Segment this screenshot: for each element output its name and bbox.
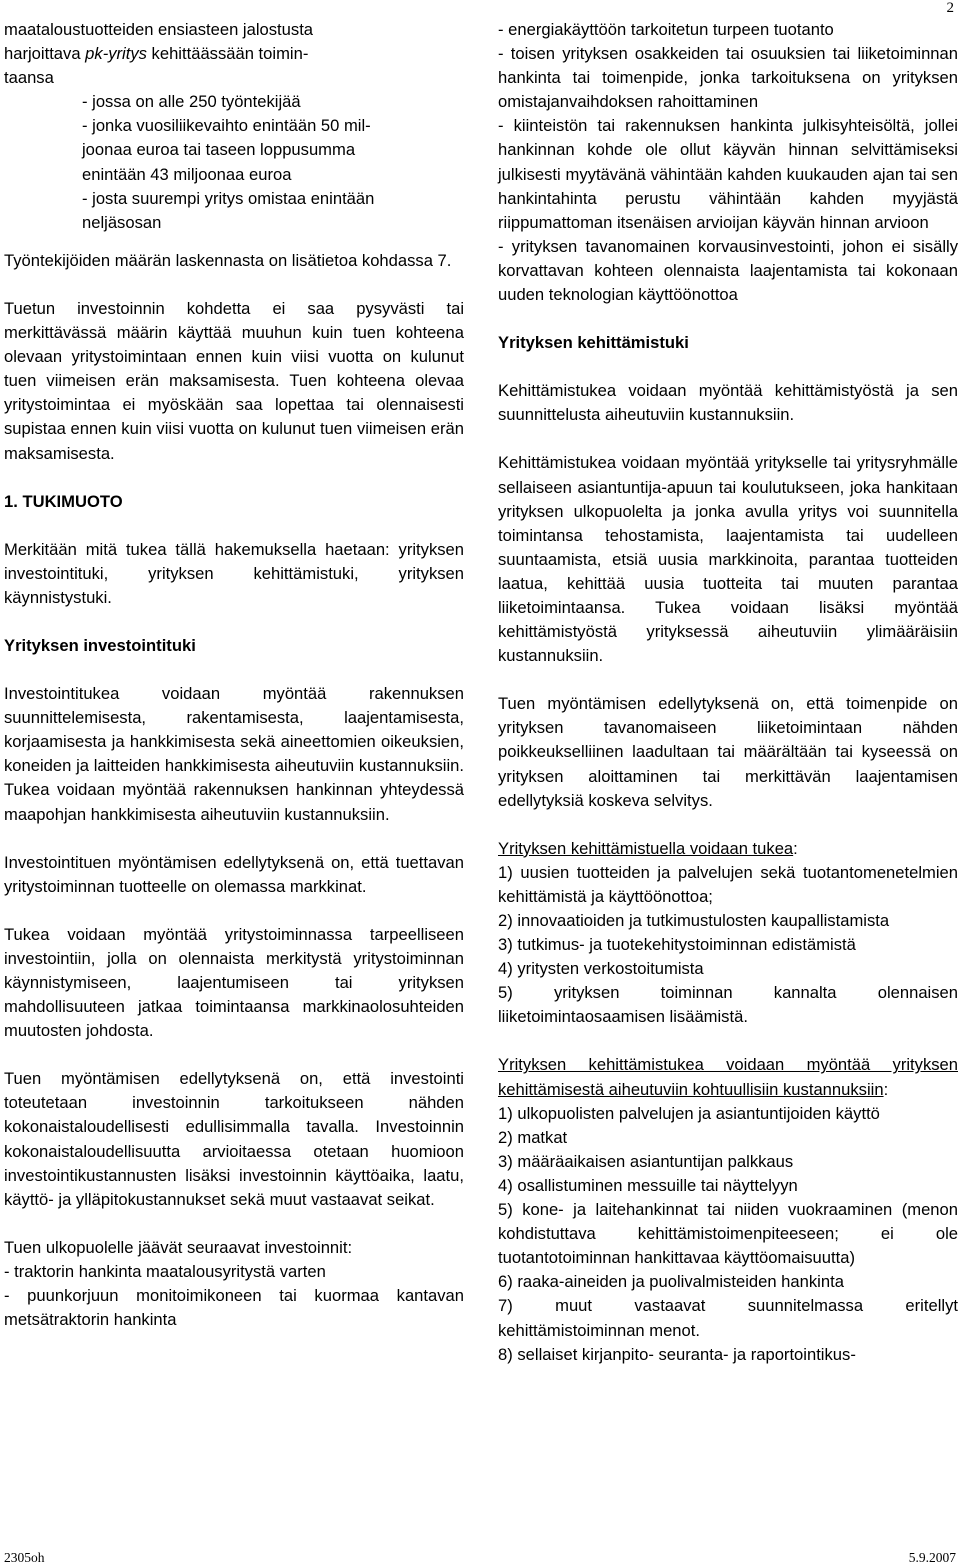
exclusion-item: - toisen yrityksen osakkeiden tai osuuksien tai liiketoiminnan hankinta tai toimenpide, jonka tarkoituksena on yrityksen omistajanvaihdoksen rahoittaminen [498, 44, 958, 112]
criteria-line: enintään 43 miljoonaa euroa [82, 164, 292, 184]
left-column [4, 18, 464, 1332]
intro-line: maataloustuotteiden ensiasteen jalostusta [4, 20, 314, 39]
criteria-list [4, 90, 464, 235]
criteria-line: joonaa euroa tai taseen loppusumma [82, 140, 356, 160]
exclusion-item: - traktorin hankinta maatalousyritystä varten [4, 1261, 326, 1281]
list2-heading [498, 1053, 958, 1101]
exclusion-item: - puunkorjuun monitoimikoneen tai kuormaa kantavan metsätraktorin hankinta [4, 1286, 464, 1330]
heading-kehittamistuki: Yrityksen kehittämistuki [498, 333, 689, 353]
intro-line: taansa [4, 68, 54, 88]
list1-item: 5) yrityksen toiminnan kannalta olennaisen liiketoimintaosaamisen lisäämistä. [498, 983, 958, 1027]
paragraph-kehittaminen-2: Kehittämistukea voidaan myöntää yritykselle tai yritysryhmälle sellaiseen asiantuntija-apuun tai koulutukseen, joka hankitaan yrityksen ulkopuolelta ja jonka avulla yritys voi suunnitella toimintansa tehostamista, laajentamista tai uudelleen suuntaamista, etsiä uusia markkinoita, parantaa tuotteiden laatua, kehittää uusia tuotteita tai muuten parantaa liiketoimintaansa. Tukea voidaan lisäksi myöntää kehittämistyöstä yrityksessä aiheutuviin ylimääräisiin kustannuksiin. [498, 453, 958, 666]
criteria-line: neljäsosan [82, 212, 162, 232]
footer-date: 5.9.2007 [908, 1550, 956, 1565]
right-column [498, 18, 958, 1367]
list1-heading [498, 837, 958, 861]
exclusion-item: - kiinteistön tai rakennuksen hankinta julkisyhteisöltä, jollei hankinnan kohde ole ollut käyvän hinnan selvittämiseksi julkisesti myytävänä vähintään kahden kuukauden ajan tai sen hankintahinta perustu vähintään kahden myyjästä riippumattoman itsenäisen arvioijan käyvän hinnan arvioon [498, 116, 958, 232]
list2-item: 8) sellaiset kirjanpito- seuranta- ja raportointikus- [498, 1344, 856, 1364]
intro-line-2: harjoittava pk-yritys kehittäässään toimin- [4, 44, 309, 64]
list2-colon: : [883, 1079, 889, 1099]
list1-title: Yrityksen kehittämistuella voidaan tukea [498, 838, 794, 858]
list2-item: 4) osallistuminen messuille tai näyttelyyn [498, 1175, 798, 1195]
paragraph-kehittaminen-1: Kehittämistukea voidaan myöntää kehittämistyöstä ja sen suunnittelusta aiheutuviin kustannuksiin. [498, 381, 958, 425]
paragraph-investointi-1: Investointitukea voidaan myöntää rakennuksen suunnittelemisesta, rakentamisesta, laajentamisesta, korjaamisesta ja hankkimisesta sekä aineettomien oikeuksien, koneiden ja laitteiden hankkimisesta aiheutuviin kustannuksiin. Tukea voidaan myöntää rakennuksen hankinnan yhteydessä maapohjan hankkimisesta aiheutuviin kustannuksiin. [4, 684, 464, 824]
list2-title: Yrityksen kehittämistukea voidaan myöntää yrityksen kehittämisestä aiheutuviin kohtuullisiin kustannuksiin [498, 1055, 958, 1099]
paragraph-investointi-3: Tukea voidaan myöntää yritystoiminnassa tarpeelliseen investointiin, jolla on olennaista merkitystä yritystoiminnan käynnistymiseen, laajentumiseen tai yrityksen mahdollisuuteen jatkaa toimintaansa markkinaolosuhteiden muutosten johdosta. [4, 924, 464, 1041]
exclusion-item: - yrityksen tavanomainen korvausinvestointi, johon ei sisälly korvattavan kohteen olennaista laajentamista tai kokonaan uuden teknologian käyttöönottoa [498, 236, 958, 305]
list1-colon: : [793, 838, 798, 858]
criteria-line: - jonka vuosiliikevaihto enintään 50 mil- [82, 116, 371, 136]
list2-item: 5) kone- ja laitehankinnat tai niiden vuokraaminen (menon kohdistuttava kehittämistoimenpiteeseen; ei ole tuotantotoiminnan hankittavaa käyttöomaisuutta) [498, 1200, 958, 1268]
paragraph-employees: Työntekijöiden määrän laskennasta on lisätietoa kohdassa 7. [4, 250, 452, 270]
criteria-line: - josta suurempi yritys omistaa enintään [82, 188, 375, 208]
list2-item: 3) määräaikaisen asiantuntijan palkkaus [498, 1151, 794, 1171]
exclusions-intro: Tuen ulkopuolelle jäävät seuraavat investoinnit: [4, 1237, 353, 1257]
pk-yritys-italic: pk-yritys [85, 44, 147, 64]
paragraph-tukimuoto: Merkitään mitä tukea tällä hakemuksella haetaan: yrityksen investointituki, yrityksen kehittämistuki, yrityksen käynnistystuki. [4, 539, 464, 607]
paragraph-kehittaminen-3: Tuen myöntämisen edellytyksenä on, että toimenpide on yrityksen tavanomaiseen liiketoimintaan nähden poikkeukselliinen laadultaan tai määrältään tai kyseessä on yrityksen aloittaminen tai merkittävän laajentamisen edellytyksiä koskeva selvitys. [498, 694, 958, 810]
criteria-line: - jossa on alle 250 työntekijää [82, 92, 301, 112]
paragraph-investointi-4: Tuen myöntämisen edellytyksenä on, että investointi toteutetaan investoinnin tarkoitukseen nähden kokonaistaloudellisesti edullisimmalla tavalla. Investoinnin kokonaistaloudellisuutta arvioitaessa otetaan huomioon investointikustannusten lisäksi investoinnin käyttöaika, laatu, käyttö- ja ylläpitokustannukset sekä muut vastaavat seikat. [4, 1069, 464, 1209]
list1-item: 2) innovaatioiden ja tutkimustulosten kaupallistamista [498, 911, 890, 930]
paragraph-usage: Tuetun investoinnin kohdetta ei saa pysyvästi tai merkittävässä määrin käyttää muuhun kuin tuen kohteena olevaan yritystoimintaan ennen kuin viisi vuotta on kulunut tuen viimeisen erän maksamisesta. Tuen kohteena olevaa yritystoimintaa ei myöskään saa lopettaa tai olennaisesti supistaa ennen kuin viisi vuotta on kulunut tuen viimeisen erän maksamisesta. [4, 298, 464, 463]
heading-tukimuoto: 1. TUKIMUOTO [4, 491, 123, 511]
page-number: 2 [946, 0, 954, 16]
list2-item: 7) muut vastaavat suunnitelmassa eritellyt kehittämistoiminnan menot. [498, 1296, 958, 1340]
exclusion-item: - energiakäyttöön tarkoitetun turpeen tuotanto [498, 20, 834, 39]
heading-investointituki: Yrityksen investointituki [4, 635, 196, 655]
list2-item: 1) ulkopuolisten palvelujen ja asiantuntijoiden käyttö [498, 1103, 880, 1123]
list2-item: 2) matkat [498, 1127, 568, 1147]
list1-item: 4) yritysten verkostoitumista [498, 959, 704, 979]
list2-item: 6) raaka-aineiden ja puolivalmisteiden hankinta [498, 1272, 844, 1292]
footer-document-code: 2305oh [4, 1550, 45, 1565]
paragraph-investointi-2: Investointituen myöntämisen edellytyksenä on, että tuettavan yritystoiminnan tuotteelle on olemassa markkinat. [4, 852, 464, 896]
list1-item: 3) tutkimus- ja tuotekehitystoiminnan edistämistä [498, 935, 856, 955]
list1-item: 1) uusien tuotteiden ja palvelujen sekä tuotantomenetelmien kehittämistä ja käyttöönottoa; [498, 862, 958, 906]
